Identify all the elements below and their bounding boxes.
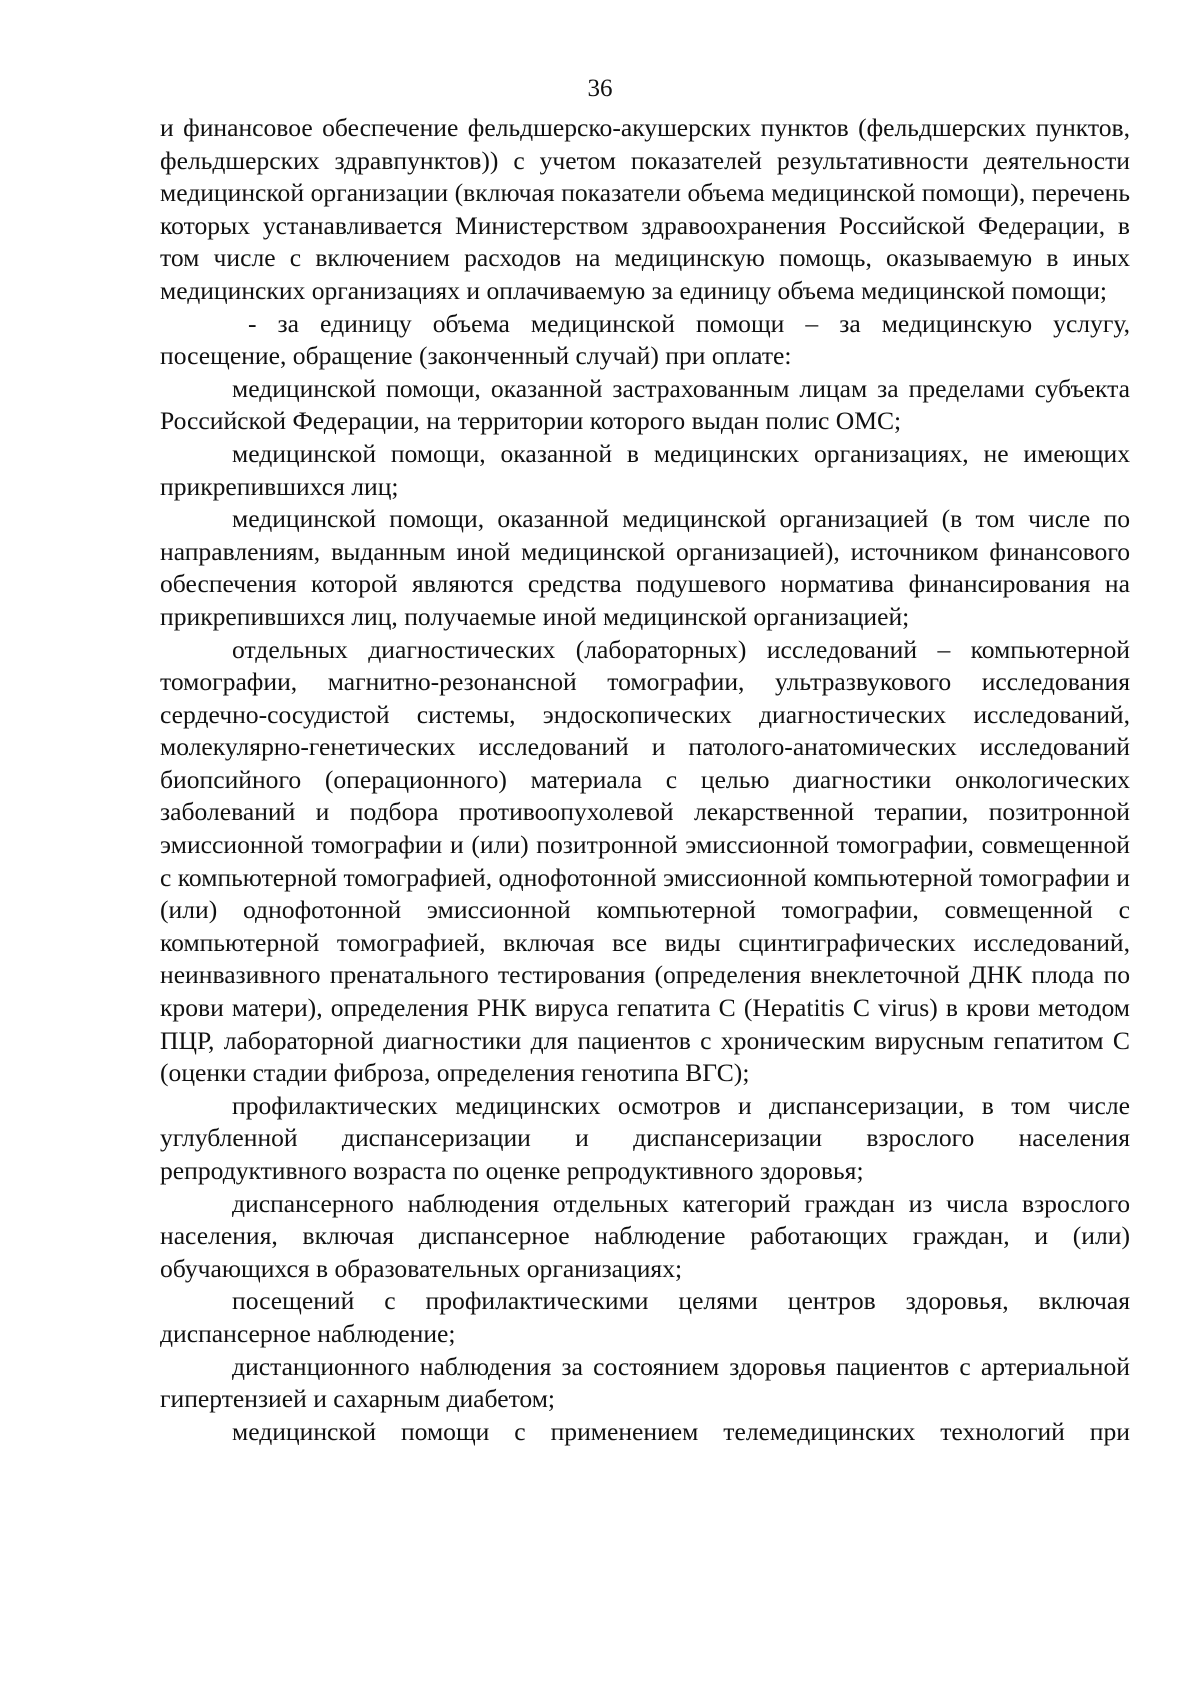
paragraph-no-attached-persons: медицинской помощи, оказанной в медицинских организациях, не имеющих прикрепившихся лиц; [160,438,1130,501]
page-number: 36 [587,75,613,102]
paragraph-referrals-other-organization: медицинской помощи, оказанной медицинской организацией (в том числе по направлениям, выданным иной медицинской организацией), источником финансового обеспечения которой являются средства подушевого норматива финансирования на прикрепившихся лиц, получаемые иной медицинской организацией; [160,504,1130,631]
paragraph-telemedicine: медицинской помощи с применением телемедицинских технологий при [232,1416,1130,1446]
paragraph-out-of-region-insured: медицинской помощи, оказанной застрахованным лицам за пределами субъекта Российской Федерации, на территории которого выдан полис ОМС; [160,373,1130,436]
document-body [160,112,1130,1448]
paragraph-preventive-examinations: профилактических медицинских осмотров и диспансеризации, в том числе углубленной диспансеризации и диспансеризации взрослого населения репродуктивного возраста по оценке репродуктивного здоровья; [160,1090,1130,1185]
paragraph-diagnostic-studies: отдельных диагностических (лабораторных) исследований – компьютерной томографии, магнитно-резонансной томографии, ультразвукового исследования сердечно-сосудистой системы, эндоскопических диагностических исследований, молекулярно-генетических исследований и патолого-анатомических исследований биопсийного (операционного) материала с целью диагностики онкологических заболеваний и подбора противоопухолевой лекарственной терапии, позитронной эмиссионной томографии и (или) позитронной эмиссионной томографии, совмещенной с компьютерной томографией, однофотонной эмиссионной компьютерной томографии и (или) однофотонной эмиссионной компьютерной томографии, совмещенной с компьютерной томографией, включая все виды сцинтиграфических исследований, неинвазивного пренатального тестирования (определения внеклеточной ДНК плода по крови матери), определения РНК вируса гепатита С (Hepatitis C virus) в крови методом ПЦР, лабораторной диагностики для пациентов с хроническим вирусным гепатитом С (оценки стадии фиброза, определения генотипа ВГС); [160,634,1130,1088]
paragraph-remote-monitoring: дистанционного наблюдения за состоянием здоровья пациентов с артериальной гипертензией и сахарным диабетом; [160,1351,1130,1414]
paragraph-health-centers: посещений с профилактическими целями центров здоровья, включая диспансерное наблюдение; [160,1286,1130,1348]
paragraph-per-unit-payment: - за единицу объема медицинской помощи – за медицинскую услугу, посещение, обращение (законченный случай) при оплате: [160,308,1130,371]
paragraph-continuation: и финансовое обеспечение фельдшерско-акушерских пунктов (фельдшерских пунктов, фельдшерских здравпунктов)) с учетом показателей результативности деятельности медицинской организации (включая показатели объема медицинской помощи), перечень которых устанавливается Министерством здравоохранения Российской Федерации, в том числе с включением расходов на медицинскую помощь, оказываемую в иных медицинских организациях и оплачиваемую за единицу объема медицинской помощи; [160,113,1130,305]
paragraph-dispensary-observation: диспансерного наблюдения отдельных категорий граждан из числа взрослого населения, включая диспансерное наблюдение работающих граждан, и (или) обучающихся в образовательных организациях; [160,1188,1130,1283]
